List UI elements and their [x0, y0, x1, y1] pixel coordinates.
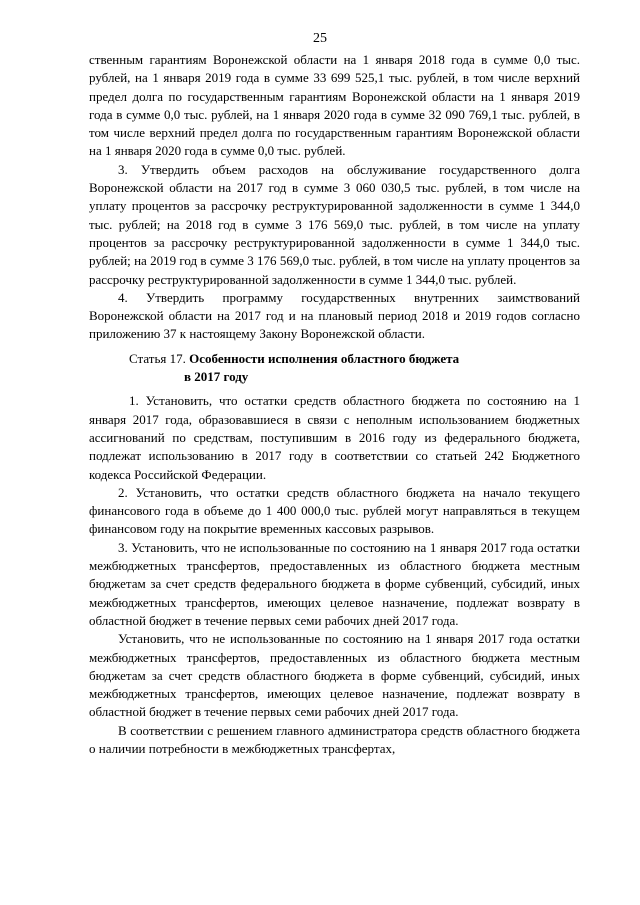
document-body: [89, 51, 580, 758]
paragraph-item-1: 1. Установить, что остатки средств областного бюджета по состоянию на 1 января 2017 года, образовавшиеся в связи с неполным использованием бюджетных ассигнований по средствам, поступившим в 2016 году из федерального бюджета, подлежат использованию в 2017 году в соответствии со статьей 242 Бюджетного кодекса Российской Федерации.: [89, 393, 580, 482]
article-heading: [89, 350, 580, 387]
paragraph-item-2: 2. Установить, что остатки средств областного бюджета на начало текущего финансового года в объеме до 1 400 000,0 тыс. рублей могут направляться в текущем финансовом году на покрытие временных кассовых разрывов.: [89, 484, 580, 537]
paragraph-item-3-regional: Установить, что не использованные по состоянию на 1 января 2017 года остатки межбюджетных трансфертов, предоставленных из областного бюджета местным бюджетам за счет средств областного бюджета в форме субвенций, субсидий, иных межбюджетных трансфертов, имеющих целевое назначение, подлежат возврату в областной бюджет в течение первых семи рабочих дней 2017 года.: [89, 631, 580, 720]
article-number: Статья 17.: [129, 350, 186, 366]
article-title-line2: в 2017 году: [184, 369, 249, 385]
article-title-line1: Особенности исполнения областного бюджета: [189, 350, 460, 366]
paragraph-debt-service-expenses: 3. Утвердить объем расходов на обслуживание государственного долга Воронежской области на 2017 год в сумме 3 060 030,5 тыс. рублей, в том числе на уплату процентов за рассрочку реструктурированной задолженности в сумме 1 344,0 тыс. рублей; на 2018 год в сумме 3 176 569,0 тыс. рублей, в том числе на уплату процентов за рассрочку реструктурированной задолженности в сумме 1 344,0 тыс. рублей; на 2019 год в сумме 3 176 569,0 тыс. рублей, в том числе на уплату процентов за рассрочку реструктурированной задолженности в сумме 1 344,0 тыс. рублей.: [89, 161, 580, 287]
paragraph-item-3: 3. Установить, что не использованные по состоянию на 1 января 2017 года остатки межбюджетных трансфертов, предоставленных из областного бюджета местным бюджетам за счет средств федерального бюджета в форме субвенций, субсидий, иных межбюджетных трансфертов, имеющих целевое назначение, подлежат возврату в областной бюджет в течение первых семи рабочих дней 2017 года.: [89, 539, 580, 628]
paragraph-administrator-decision: В соответствии с решением главного администратора средств областного бюджета о наличии потребности в межбюджетных трансфертах,: [89, 722, 580, 756]
paragraph-guarantees-continued: ственным гарантиям Воронежской области на 1 января 2018 года в сумме 0,0 тыс. рублей, на 1 января 2019 года в сумме 33 699 525,1 тыс. рублей, в том числе верхний предел долга по государственным гарантиям Воронежской области на 1 января 2019 года в сумме 0,0 тыс. рублей, на 1 января 2020 года в сумме 32 090 769,1 тыс. рублей, в том числе верхний предел долга по государственным гарантиям Воронежской области на 1 января 2020 года в сумме 0,0 тыс. рублей.: [89, 52, 580, 159]
page-number: 25: [313, 31, 327, 46]
paragraph-borrowing-program: 4. Утвердить программу государственных внутренних заимствований Воронежской области на 2017 год и на плановый период 2018 и 2019 годов согласно приложению 37 к настоящему Закону Воронежской области.: [89, 289, 580, 342]
